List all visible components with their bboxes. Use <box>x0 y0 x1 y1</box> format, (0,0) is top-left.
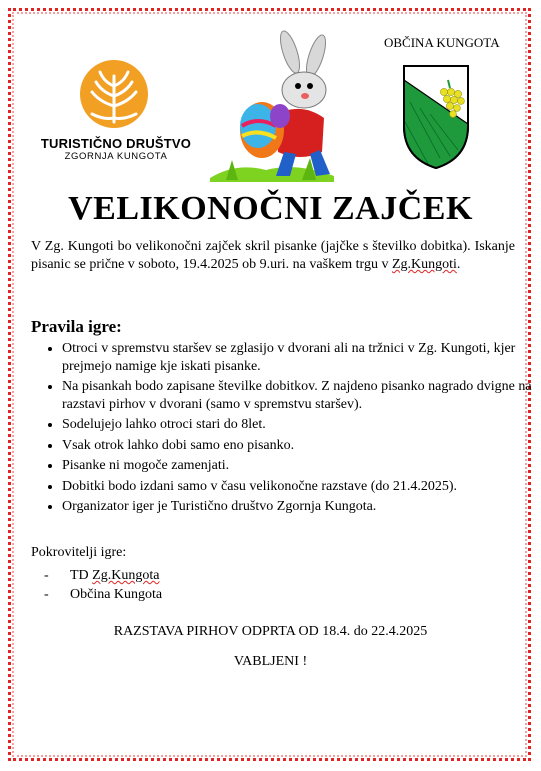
rules-list <box>32 340 541 519</box>
rules-heading: Pravila igre: <box>31 317 122 336</box>
logo-subtitle: ZGORNJA KUNGOTA <box>64 151 168 162</box>
intro-paragraph <box>31 238 515 274</box>
rule-item: • Vsak otrok lahko dobi samo eno pisanko. <box>62 437 541 455</box>
municipal-crest-icon <box>400 62 472 172</box>
rule-item: • Otroci v spremstvu staršev se zglasijo v dvorani ali na tržnici v Zg. Kungoti, kjer prejmejo namige kje iskati pisanke. <box>62 340 541 375</box>
rule-item: • Na pisankah bodo zapisane številke dobitkov. Z najdeno pisanko nagrado dvigne na razstavi pirhov v dvorani (samo v spremstvu staršev). <box>62 378 541 413</box>
easter-bunny-icon <box>206 30 338 182</box>
rule-item: • Sodelujejo lahko otroci stari do 8let. <box>62 416 541 434</box>
sponsor-item <box>44 568 159 584</box>
intro-text: V Zg. Kungoti bo velikonočni zajček skril pisanke (jajčke s številko dobitka). Iskanje pisanic se prične v soboto, 19.4.2025 ob 9.uri. na vaškem trgu v <box>31 239 515 272</box>
municipality-name: OBČINA KUNGOTA <box>384 35 500 50</box>
sponsor-dash: - <box>44 568 49 583</box>
rule-item: • Dobitki bodo izdani samo v času velikonočne razstave (do 21.4.2025). <box>62 478 541 496</box>
invitation-text: VABLJENI ! <box>233 654 308 669</box>
exhibition-notice: RAZSTAVA PIRHOV ODPRTA OD 18.4. do 22.4.2025 <box>113 624 428 639</box>
sponsor-prefix: TD <box>70 568 93 583</box>
sponsor-dash: - <box>44 587 49 602</box>
sponsor-name: Zg.Kungota <box>92 568 160 583</box>
rule-item: • Organizator iger je Turistično društvo Zgornja Kungota. <box>62 498 541 516</box>
sponsor-item <box>44 587 162 603</box>
sponsors-heading: Pokrovitelji igre: <box>31 545 127 560</box>
intro-end: . <box>456 257 461 272</box>
sponsor-prefix: Občina Kungota <box>70 587 163 602</box>
page-title: VELIKONOČNI ZAJČEK <box>68 190 473 227</box>
rule-item: • Pisanke ni mogoče zamenjati. <box>62 457 541 475</box>
logo-name: TURISTIČNO DRUŠTVO <box>40 136 192 151</box>
intro-place: Zg.Kungoti <box>391 257 457 272</box>
